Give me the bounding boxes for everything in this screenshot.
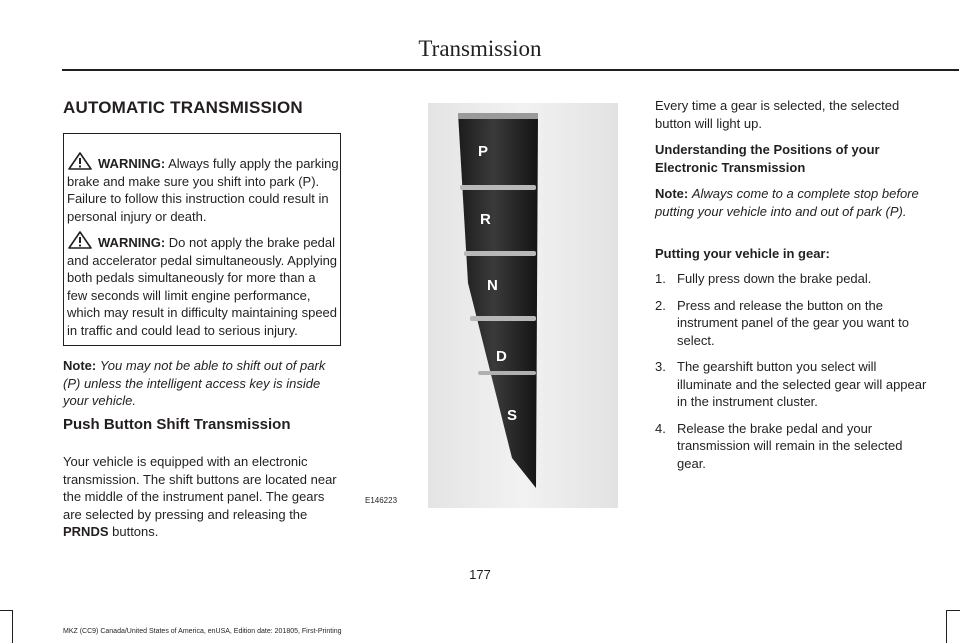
step-number: 4. [655,420,666,436]
note-label: Note: [63,358,97,373]
step-number: 2. [655,297,666,313]
list-item [655,420,930,473]
push-button-text: Your vehicle is equipped with an electronic transmission. The shift buttons are located near the middle of the instrument panel. The gears are selected by pressing and releasing the [63,454,337,522]
push-button-heading: Push Button Shift Transmission [63,416,291,433]
list-item [655,270,930,288]
warning-2 [67,231,339,339]
gear-r-label: R [480,211,491,228]
right-intro: Every time a gear is selected, the selected button will light up. [655,98,900,131]
gear-selector-figure [420,103,620,518]
step-text: The gearshift button you select will illuminate and the selected gear will appear in the instrument cluster. [677,359,927,409]
warning-text: Always fully apply the parking brake and make sure you shift into park (P). Failure to follow this instruction could result in personal injury or death. [67,156,339,224]
note-text: You may not be able to shift out of park (P) unless the intelligent access key is inside your vehicle. [63,358,326,408]
push-button-body [63,453,339,541]
warning-text: Do not apply the brake pedal and accelerator pedal simultaneously. Applying both pedals simultaneously for more than a few seconds will limit engine performance, which may result in difficulty maintaining speed in traffic and could lead to serious injury. [67,235,338,338]
footer-text: MKZ (CC9) Canada/United States of America, enUSA, Edition date: 201805, First-Printing [63,628,342,635]
section-title: AUTOMATIC TRANSMISSION [63,98,303,117]
steps-list [655,270,930,481]
gear-heading: Putting your vehicle in gear: [655,246,830,261]
page-number: 177 [469,567,491,582]
crop-mark [947,610,960,611]
crop-mark [12,610,13,643]
prnds-label: PRNDS [63,524,109,539]
right-subheading: Understanding the Positions of your Electronic Transmission [655,142,880,175]
gear-d-label: D [496,348,507,365]
gear-p-label: P [478,143,489,160]
page-header-title: Transmission [418,36,542,61]
note-2 [655,185,930,220]
warning-label: WARNING: [98,235,166,250]
step-number: 1. [655,271,666,286]
list-item [655,297,930,350]
list-item [655,358,930,411]
note-label: Note: [655,186,689,201]
gear-s-label: S [507,407,518,424]
gear-n-label: N [487,277,498,294]
warning-triangle-icon [68,152,92,170]
push-button-text-end: buttons. [108,524,159,539]
crop-mark [0,610,12,611]
figure-label: E146223 [365,496,398,505]
warning-1 [67,152,339,225]
panel-top-trim [458,113,538,119]
step-number: 3. [655,359,666,374]
note-text: Always come to a complete stop before putting your vehicle into and out of park (P). [655,186,919,219]
step-text: Release the brake pedal and your transmission will remain in the selected gear. [677,420,903,471]
step-text: Fully press down the brake pedal. [677,271,872,286]
step-text: Press and release the button on the instrument panel of the gear you want to select. [677,297,909,348]
crop-mark [946,610,947,643]
warning-triangle-icon [68,231,92,249]
warning-label: WARNING: [98,156,166,171]
note-1 [63,357,339,410]
header-rule [62,69,959,71]
